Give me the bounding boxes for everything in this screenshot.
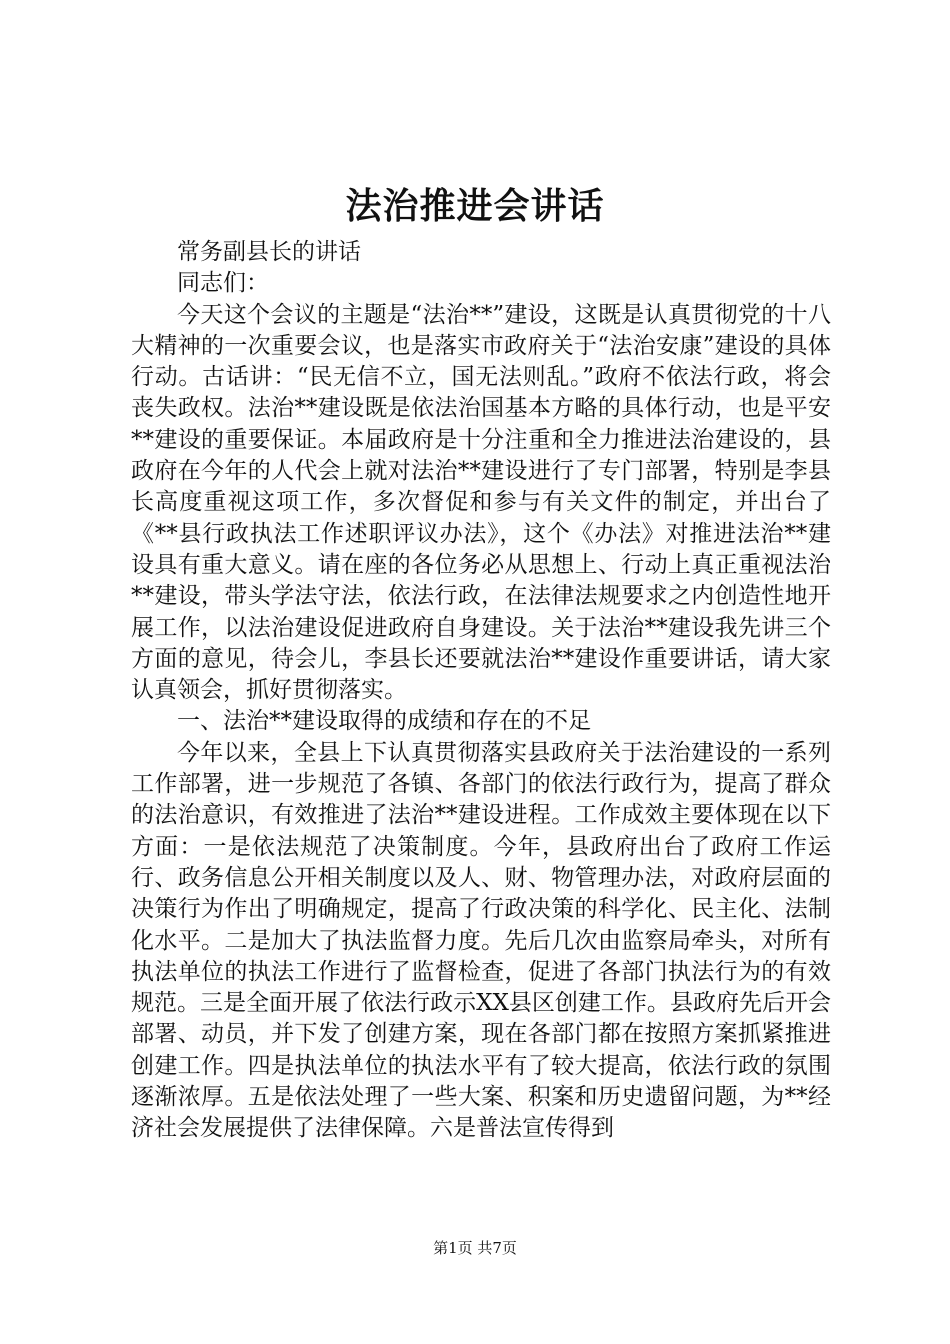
section-heading: 一、法治**建设取得的成绩和存在的不足 xyxy=(177,708,591,735)
page-footer: 第1页 共7页 xyxy=(433,1239,517,1257)
body-paragraph: 今年以来，全县上下认真贯彻落实县政府关于法治建设的一系列工作部署，进一步规范了各镇、各部门的依法行政行为，提高了群众的法治意识，有效推进了法治**建设进程。工作成效主要体现在以下方面：一是依法规范了决策制度。今年，县政府出台了政府工作运行、政务信息公开相关制度以及人、财、物管理办法，对政府层面的决策行为作出了明确规定，提高了行政决策的科学化、民主化、法制化水平。二是加大了执法监督力度。先后几次由监察局牵头，对所有执法单位的执法工作进行了监督检查，促进了各部门执法行为的有效规范。三是全面开展了依法行政示XX县区创建工作。县政府先后开会部署、动员，并下发了创建方案，现在各部门都在按照方案抓紧推进创建工作。四是执法单位的执法水平有了较大提高，依法行政的氛围逐渐浓厚。五是依法处理了一些大案、积案和历史遗留问题，为**经济社会发展提供了法律保障。六是普法宣传得到 xyxy=(131,739,831,1142)
document-body xyxy=(131,237,831,1145)
speaker-line: 常务副县长的讲话 xyxy=(177,239,361,265)
body-paragraph: 今天这个会议的主题是“法治**”建设，这既是认真贯彻党的十八大精神的一次重要会议，也是落实市政府关于“法治安康”建设的具体行动。古话讲：“民无信不立，国无法则乱。”政府不依法行政，将会丧失政权。法治**建设既是依法治国基本方略的具体行动，也是平安**建设的重要保证。本届政府是十分注重和全力推进法治建设的，县政府在今年的人代会上就对法治**建设进行了专门部署，特别是李县长高度重视这项工作，多次督促和参与有关文件的制定，并出台了《**县行政执法工作述职评议办法》，这个《办法》对推进法治**建设具有重大意义。请在座的各位务必从思想上、行动上真正重视法治**建设，带头学法守法，依法行政，在法律法规要求之内创造性地开展工作，以法治建设促进政府自身建设。关于法治**建设我先讲三个方面的意见，待会儿，李县长还要就法治**建设作重要讲话，请大家认真领会，抓好贯彻落实。 xyxy=(131,301,831,704)
document-title: 法治推进会讲话 xyxy=(345,185,605,227)
salutation: 同志们： xyxy=(177,270,269,297)
